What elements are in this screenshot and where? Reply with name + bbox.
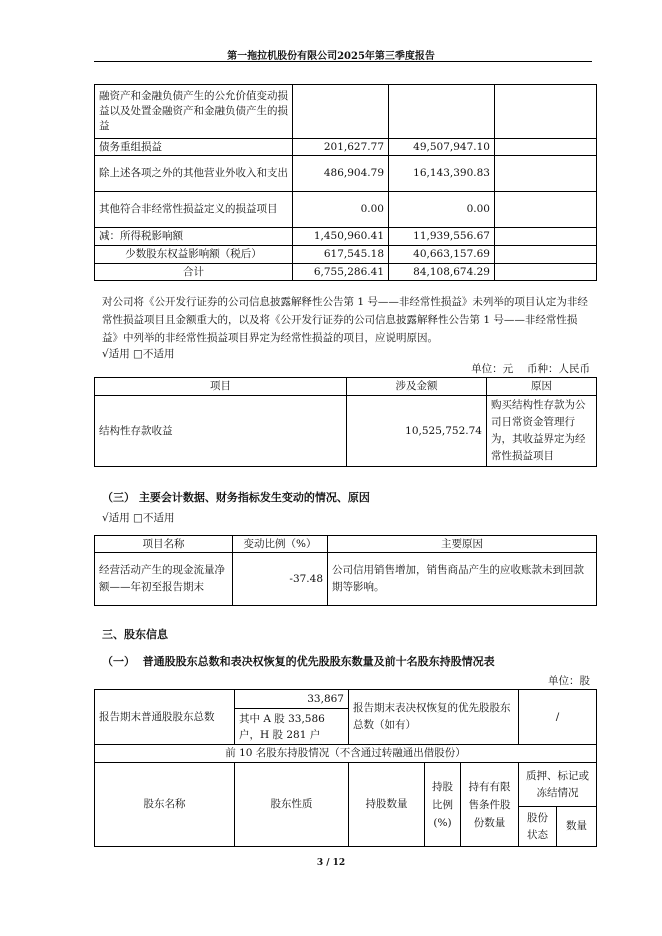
row-value-current: 486,904.79 — [293, 156, 389, 192]
table-header-row — [95, 763, 597, 807]
section-title: 普通股股东总数和表决权恢复的优先股股东数量及前十名股东持股情况表 — [142, 655, 495, 668]
column-header: 变动比例（%） — [233, 536, 328, 553]
total-holders-label: 报告期末普通股股东总数 — [95, 690, 235, 745]
total-holders-value: 33,867 — [235, 690, 349, 709]
row-label: 融资产和金融负债产生的公允价值变动损益以及处置金融资产和金融负债产生的损益 — [95, 85, 293, 139]
col-restricted-shares: 持有有限售条件股份数量 — [461, 763, 519, 847]
row-value-ytd: 84,108,674.29 — [389, 264, 495, 281]
applicability-check: √适用 □不适用 — [102, 512, 175, 524]
col-share-status: 股份状态 — [519, 807, 557, 847]
table-header-row — [95, 378, 597, 396]
chapter-heading: 三、股东信息 — [102, 628, 168, 641]
explanation-paragraph: 对公司将《公开发行证券的公司信息披露解释性公告第 1 号——非经常性损益》未列举的项目认定为非经常性损益项目且金额重大的，以及将《公开发行证券的公司信息披露解释性公告第 1 号——非经常性损益》中列举的非经常性损益项目界定为经常性损益的项目，应说明原因。 — [102, 296, 588, 344]
reason-cell: 购买结构性存款为公司日常资金管理行为，其收益界定为经常性损益项目 — [487, 396, 597, 467]
col-holder-name: 股东名称 — [95, 763, 235, 847]
col-pledge-status: 质押、标记或冻结情况 — [519, 763, 597, 807]
row-label: 除上述各项之外的其他营业外收入和支出 — [95, 156, 293, 192]
row-value-current: 1,450,960.41 — [293, 228, 389, 246]
table-row — [95, 85, 597, 139]
column-header: 项目 — [95, 378, 347, 396]
row-label: 少数股东权益影响额（税后） — [95, 246, 293, 264]
col-share-ratio: 持股比例(%) — [425, 763, 461, 847]
row-value-ytd: 0.00 — [389, 192, 495, 228]
section-heading-3 — [102, 489, 370, 505]
unit-currency-note: 单位：元 币种：人民币 — [471, 363, 590, 375]
section-title: 主要会计数据、财务指标发生变动的情况、原因 — [138, 491, 370, 504]
top10-title: 前 10 名股东持股情况（不含通过转融通出借股份） — [95, 745, 597, 763]
total-holders-detail: 其中 A 股 33,586 户，H 股 281 户 — [235, 709, 349, 745]
nonrecurring-items-table — [94, 84, 597, 281]
column-header: 主要原因 — [328, 536, 597, 553]
row-note — [495, 264, 597, 281]
applicability-check: √适用 □不适用 — [102, 348, 175, 360]
row-value-ytd: 40,663,157.69 — [389, 246, 495, 264]
section-number: （一） — [102, 655, 135, 668]
row-value-current: 6,755,286.41 — [293, 264, 389, 281]
pref-holders-label: 报告期末表决权恢复的优先股股东总数（如有） — [349, 690, 519, 745]
row-label: 减：所得税影响额 — [95, 228, 293, 246]
unit-note: 单位：股 — [548, 675, 590, 687]
section-heading-1 — [102, 653, 495, 669]
row-note — [495, 228, 597, 246]
pref-holders-value: / — [519, 690, 597, 745]
table-row — [95, 228, 597, 246]
row-value-current: 201,627.77 — [293, 139, 389, 156]
table-row — [95, 264, 597, 281]
item-cell: 结构性存款收益 — [95, 396, 347, 467]
column-header: 原因 — [487, 378, 597, 396]
row-label: 其他符合非经常性损益定义的损益项目 — [95, 192, 293, 228]
shareholders-table — [94, 689, 597, 847]
row-value-ytd: 11,939,556.67 — [389, 228, 495, 246]
row-note — [495, 246, 597, 264]
row-note — [495, 139, 597, 156]
column-header: 涉及金额 — [347, 378, 487, 396]
row-value-ytd: 16,143,390.83 — [389, 156, 495, 192]
row-note — [495, 192, 597, 228]
row-value-ytd — [389, 85, 495, 139]
item-name-cell: 经营活动产生的现金流量净额——年初至报告期末 — [95, 553, 233, 606]
row-value-ytd: 49,507,947.10 — [389, 139, 495, 156]
page-header-title: 第一拖拉机股份有限公司2025年第三季度报告 — [227, 51, 435, 62]
table-row — [95, 396, 597, 467]
column-header: 项目名称 — [95, 536, 233, 553]
change-reasons-table — [94, 535, 597, 606]
change-ratio-cell: -37.48 — [233, 553, 328, 606]
reason-cell: 公司信用销售增加，销售商品产生的应收账款未到回款期等影响。 — [328, 553, 597, 606]
row-label: 债务重组损益 — [95, 139, 293, 156]
table-row — [95, 690, 597, 709]
table-row — [95, 553, 597, 606]
table-row — [95, 139, 597, 156]
table-row — [95, 246, 597, 264]
col-pledge-amount: 数量 — [557, 807, 597, 847]
col-holder-nature: 股东性质 — [235, 763, 349, 847]
recurring-classification-table — [94, 377, 597, 467]
col-share-qty: 持股数量 — [349, 763, 425, 847]
row-label: 合计 — [95, 264, 293, 281]
row-note — [495, 85, 597, 139]
header-divider — [94, 61, 592, 62]
row-note — [495, 156, 597, 192]
page-number: 3 / 12 — [316, 858, 346, 868]
row-value-current: 617,545.18 — [293, 246, 389, 264]
table-header-row — [95, 536, 597, 553]
amount-cell: 10,525,752.74 — [347, 396, 487, 467]
table-row — [95, 156, 597, 192]
row-value-current: 0.00 — [293, 192, 389, 228]
row-value-current — [293, 85, 389, 139]
table-row — [95, 192, 597, 228]
section-number: （三） — [102, 491, 135, 504]
table-row — [95, 745, 597, 763]
